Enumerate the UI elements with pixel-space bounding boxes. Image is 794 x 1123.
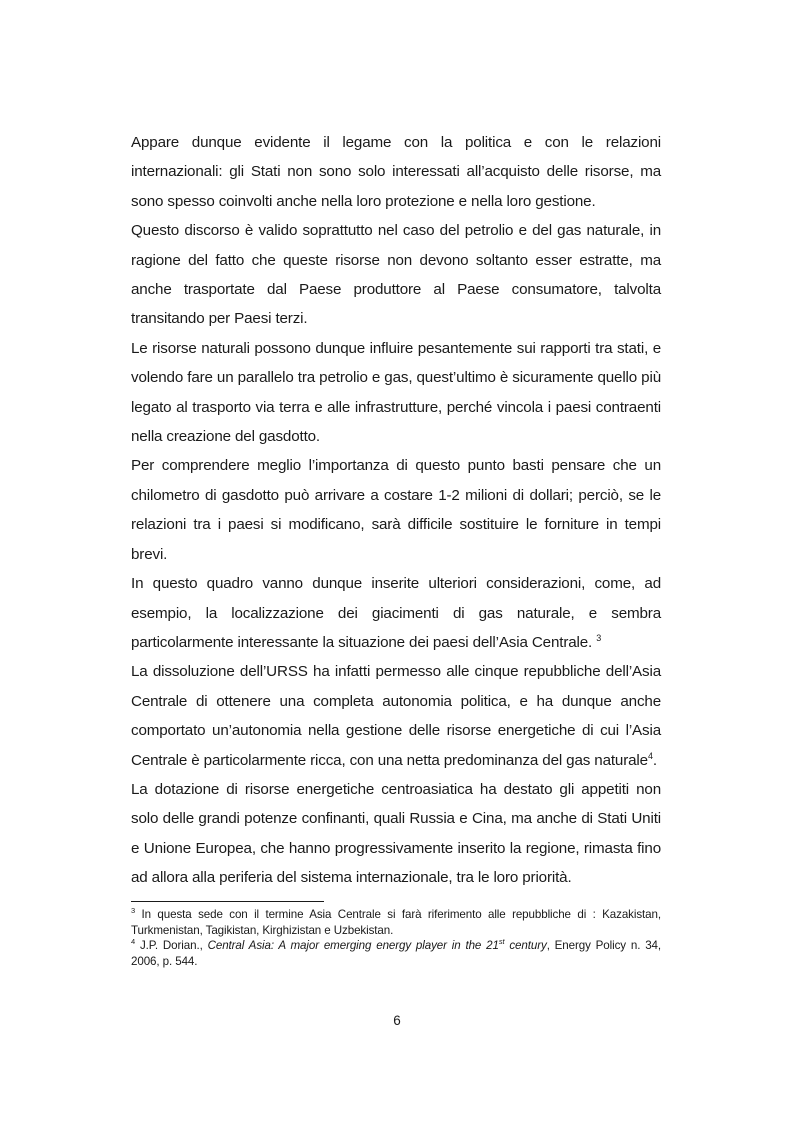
paragraph: In questo quadro vanno dunque inserite ulteriori considerazioni, come, ad esempio, la localizzazione dei giacimenti di gas naturale, e sembra particolarmente interessante la situazione dei paesi dell’Asia Centrale. $^3$ [131,575,661,651]
footnote-ref-3[interactable]: 3 [596,632,602,643]
cited-title: Central Asia: A major emerging energy player in the 21st century [207,937,547,953]
paragraph: Questo discorso è valido soprattutto nel caso del petrolio e del gas naturale, in ragione del fatto che queste risorse non devono soltanto esser estratte, ma anche trasportate dal Paese produttore al Paese consumatore, talvolta transitando per Paesi terzi. [131,222,661,328]
paragraph: Le risorse naturali possono dunque influire pesantemente sui rapporti tra stati, e volendo fare un parallelo tra petrolio e gas, quest’ultimo è sicuramente quello più legato al trasporto via terra e alle infrastrutture, perché vincola i paesi contraenti nella creazione del gasdotto. [131,339,661,446]
paragraph: La dissoluzione dell’URSS ha infatti permesso alle cinque repubbliche dell’Asia Centrale di ottenere una completa autonomia politica, e ha dunque anche comportato un’autonomia nella gestione delle risorse energetiche di cui l’Asia Centrale è particolarmente ricca, con una netta predominanza del gas naturale$^4$. [131,663,661,769]
paragraph: Appare dunque evidente il legame con la politica e con le relazioni internazionali: gli Stati non sono solo interessati all’acquisto delle risorse, ma sono spesso coinvolti anche nella loro protezione e nella loro gestione. [131,134,661,210]
body-text [131,128,661,893]
footnote-separator [131,901,324,902]
footnote-number: 4 [131,937,136,947]
footnote-3: $^3$ In questa sede con il termine Asia Centrale si farà riferimento alle repubbliche di : Kazakistan, Turkmenistan, Tagikistan, Kirghizistan e Uzbekistan. [131,906,661,937]
paragraph: Per comprendere meglio l’importanza di questo punto basti pensare che un chilometro di gasdotto può arrivare a costare 1-2 milioni di dollari; perciò, se le relazioni tra i paesi si modificano, sarà difficile sostituire le forniture in tempi brevi. [131,457,661,563]
footnote-ref-4[interactable]: 4 [647,750,653,761]
page-number: 6 [393,1013,401,1028]
footnotes [131,907,661,969]
footnote-4: $^4$ J.P. Dorian., Central Asia: A major emerging energy player in the 21st century, Energy Policy n. 34, 2006, p. 544. [131,937,662,968]
footnote-number: 3 [131,906,136,916]
paragraph: La dotazione di risorse energetiche centroasiatica ha destato gli appetiti non solo delle grandi potenze confinanti, quali Russia e Cina, ma anche di Stati Uniti e Unione Europea, che hanno progressivamente inserito la regione, rimasta fino ad allora alla periferia del sistema internazionale, tra le loro priorità. [131,780,661,887]
